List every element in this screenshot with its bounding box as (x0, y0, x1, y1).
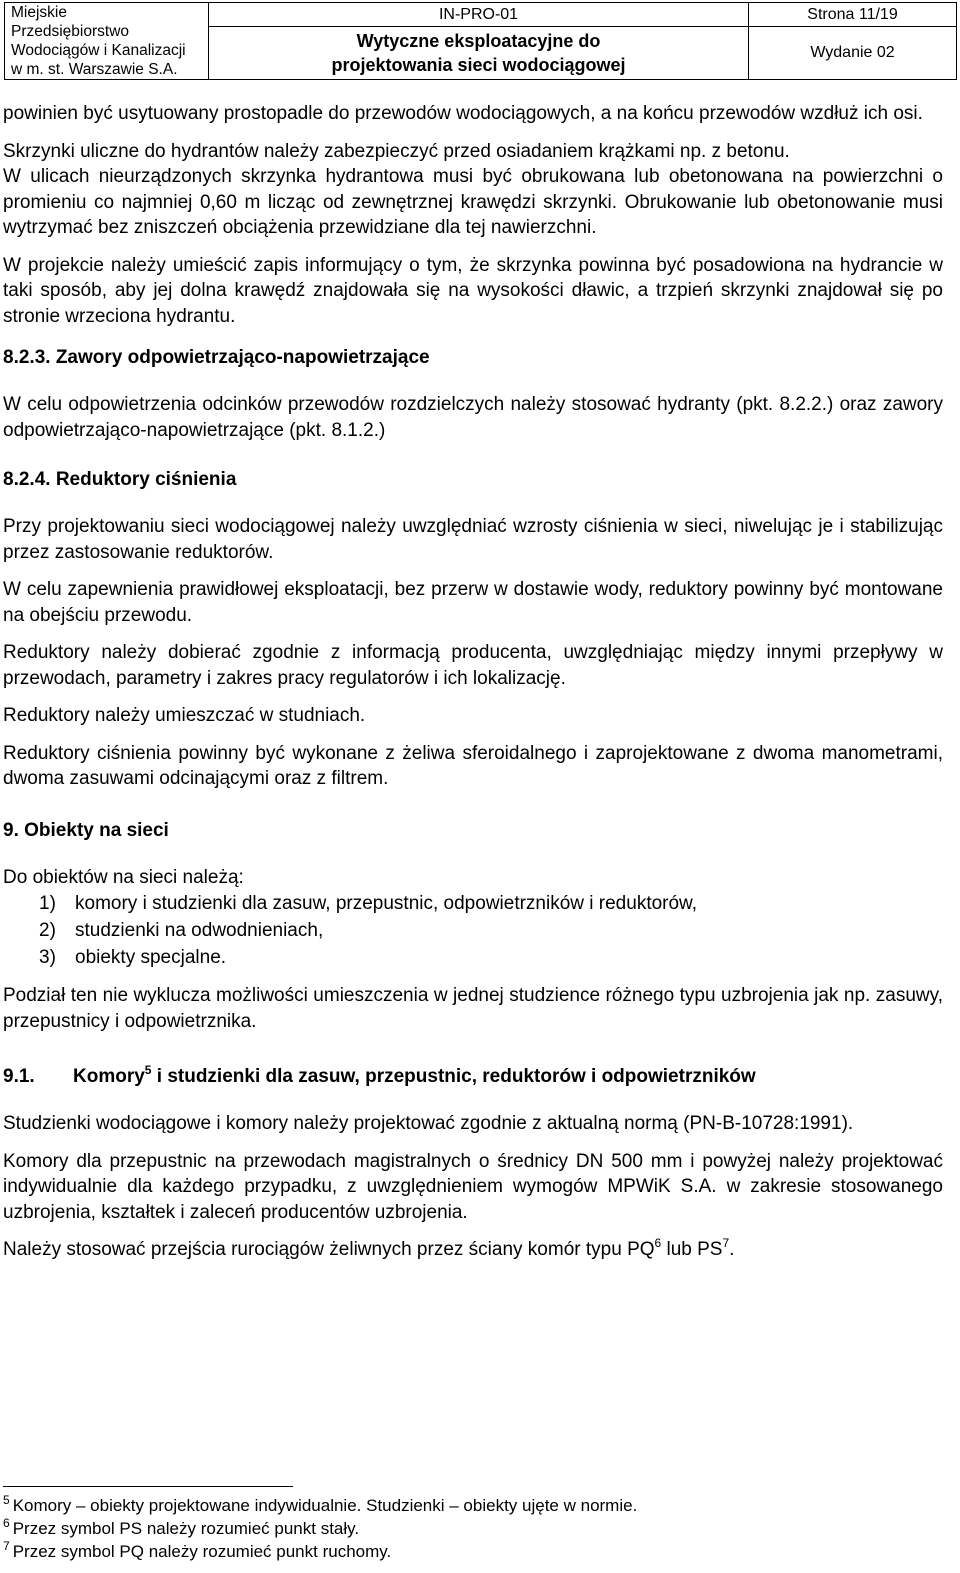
section-heading (3, 818, 943, 843)
document-title-line-2: projektowania sieci wodociągowej (331, 54, 626, 75)
list-item (39, 917, 943, 944)
footnote-text: Komory – obiekty projektowane indywidualnie. Studzienki – obiekty ujęte w normie. (12, 1496, 638, 1515)
section-heading (3, 467, 943, 492)
page-info-cell (749, 3, 957, 80)
organization-name (5, 3, 209, 80)
list-number: 2) (39, 920, 56, 941)
paragraph: Skrzynki uliczne do hydrantów należy zabezpieczyć przed osiadaniem krążkami np. z betonu. (3, 140, 790, 162)
document-code: IN-PRO-01 (209, 4, 748, 27)
section-title-b: i studzienki dla zasuw, przepustnic, reduktorów i odpowietrzników (151, 1066, 756, 1087)
org-line: w m. st. Warszawie S.A. (11, 61, 178, 78)
paragraph: Komory dla przepustnic na przewodach magistralnych o średnicy DN 500 mm i powyżej należy projektować indywidualnie dla każdego przypadku, z uwzględnieniem wymogów MPWiK S.A. w zakresie stosowanego uzbrojenia, kształtek i zaleceń producentów uzbrojenia. (3, 1150, 943, 1223)
footnote-ref: 7 (722, 1236, 730, 1250)
paragraph: W projekcie należy umieścić zapis informujący o tym, że skrzynka powinna być posadowiona na hydrancie w taki sposób, aby jej dolna krawędź znajdowała się na wysokości dławic, a trzpień skrzynki znajdował się po stronie wrzeciona hydrantu. (3, 254, 943, 327)
paragraph-text: . (729, 1239, 735, 1260)
section-number: 9. (3, 819, 19, 841)
paragraph: Podział ten nie wyklucza możliwości umieszczenia w jednej studzience różnego typu uzbrojenia jak np. zasuwy, przepustnicy i odpowietrznika. (3, 985, 943, 1032)
footnote-number: 5 (3, 1493, 10, 1507)
list-text: studzienki na odwodnieniach, (75, 920, 324, 941)
paragraph: W celu odpowietrzenia odcinków przewodów rozdzielczych należy stosować hydranty (pkt. 8.2.2.) oraz zawory odpowietrzająco-napowietrzające (pkt. 8.1.2.) (3, 394, 943, 441)
paragraph: W celu zapewnienia prawidłowej eksploatacji, bez przerw w dostawie wody, reduktory powinny być montowane na obejściu przewodu. (3, 579, 943, 626)
paragraph: Reduktory należy umieszczać w studniach. (3, 705, 366, 726)
footnote-number: 6 (3, 1516, 10, 1530)
paragraph: powinien być usytuowany prostopadle do przewodów wodociągowych, a na końcu przewodów wzdłuż ich osi. (3, 103, 923, 124)
list-text: komory i studzienki dla zasuw, przepustnic, odpowietrzników i reduktorów, (75, 893, 698, 914)
footnote-text: Przez symbol PQ należy rozumieć punkt ruchomy. (12, 1542, 392, 1561)
org-line: Wodociągów i Kanalizacji (11, 42, 186, 59)
paragraph-text: Należy stosować przejścia rurociągów żeliwnych przez ściany komór typu PQ (3, 1239, 655, 1260)
footnote (3, 1517, 943, 1540)
list-number: 3) (39, 947, 56, 968)
paragraph: Reduktory ciśnienia powinny być wykonane z żeliwa sferoidalnego i zaprojektowane z dwoma manometrami, dwoma zasuwami odcinającymi oraz z filtrem. (3, 742, 943, 789)
section-title: Obiekty na sieci (24, 819, 169, 841)
list-text: obiekty specjalne. (75, 947, 227, 968)
section-heading (3, 1064, 943, 1089)
paragraph-text: lub PS (661, 1239, 723, 1260)
footnote (3, 1494, 943, 1517)
page-number: Strona 11/19 (749, 4, 956, 27)
list-item (39, 890, 943, 917)
footnote-ref: 6 (654, 1236, 662, 1250)
footnote-ref: 5 (144, 1063, 152, 1077)
list-number: 1) (39, 893, 56, 914)
document-title-cell (209, 3, 749, 80)
section-number: 8.2.4. (3, 469, 51, 490)
paragraph: W ulicach nieurządzonych skrzynka hydrantowa musi być obrukowana lub obetonowana na powierzchni o promieniu co najmniej 0,60 m licząc od zewnętrznej krawędzi skrzynki. Obrukowanie lub obetonowanie musi wytrzymać bez zniszczeń obciążenia przewidziane dla tej nawierzchni. (3, 166, 943, 238)
footnote (3, 1540, 943, 1563)
objects-list (3, 890, 943, 971)
footnote-text: Przez symbol PS należy rozumieć punkt stały. (12, 1519, 360, 1538)
section-title: Reduktory ciśnienia (55, 469, 237, 490)
section-title-a: Komory (73, 1066, 145, 1087)
section-number: 9.1. (3, 1066, 35, 1087)
section-title: Zawory odpowietrzająco-napowietrzające (55, 347, 430, 368)
section-heading (3, 345, 943, 370)
document-title-line-1: Wytyczne eksploatacyjne do (356, 30, 601, 51)
footnotes (3, 1494, 943, 1563)
footnote-number: 7 (3, 1539, 10, 1553)
edition: Wydanie 02 (810, 43, 895, 61)
footnote-separator (3, 1486, 293, 1487)
paragraph: Do obiektów na sieci należą: (3, 866, 244, 888)
document-header (4, 2, 957, 80)
paragraph: Studzienki wodociągowe i komory należy projektować zgodnie z aktualną normą (PN-B-10728:1991). (3, 1113, 854, 1134)
paragraph: Przy projektowaniu sieci wodociągowej należy uwzględniać wzrosty ciśnienia w sieci, niwelując je i stabilizując przez zastosowanie reduktorów. (3, 516, 943, 563)
paragraph (3, 1237, 943, 1263)
list-item (39, 944, 943, 971)
paragraph: Reduktory należy dobierać zgodnie z informacją producenta, uwzględniając między innymi przepływy w przewodach, parametry i zakres pracy regulatorów i ich lokalizację. (3, 642, 943, 689)
document-title (209, 27, 748, 79)
org-line: Przedsiębiorstwo (11, 23, 130, 40)
section-number: 8.2.3. (3, 347, 51, 368)
org-line: Miejskie (11, 4, 67, 21)
document-body (3, 101, 943, 1275)
